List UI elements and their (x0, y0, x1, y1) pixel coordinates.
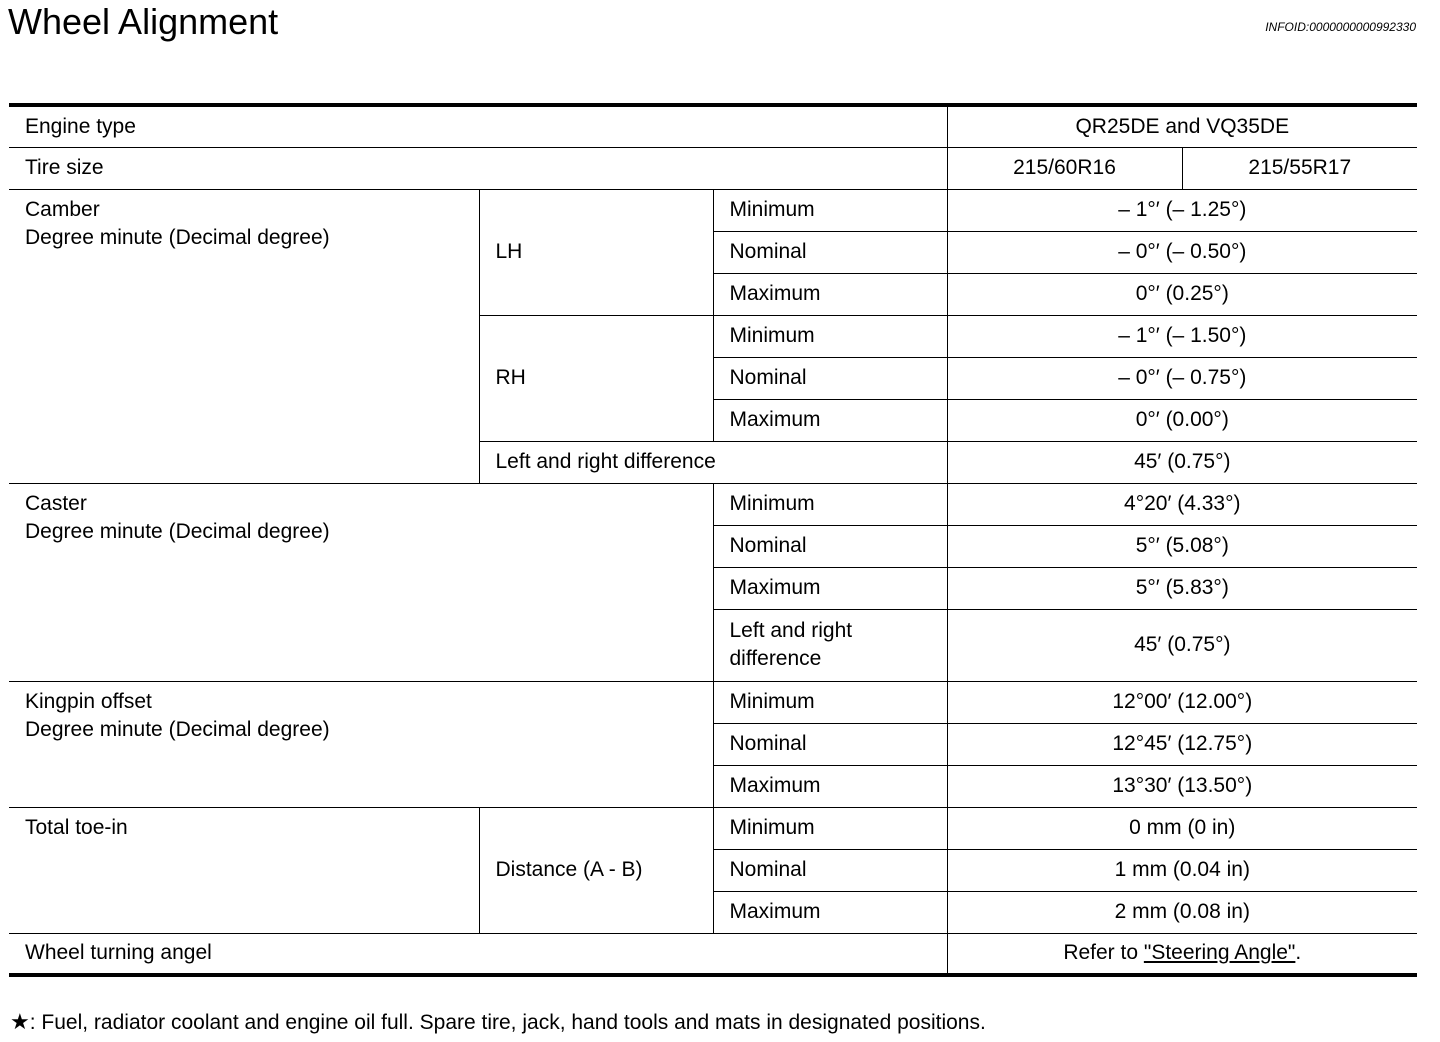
toe-min: 0 mm (0 in) (947, 807, 1417, 849)
camber-cell (9, 189, 479, 483)
camber-rh-min-label: Minimum (713, 315, 947, 357)
tire-size-label: Tire size (9, 147, 947, 189)
camber-lh-max-label: Maximum (713, 273, 947, 315)
table-row (9, 681, 1417, 723)
camber-rh-min: – 1°′ (– 1.50°) (947, 315, 1417, 357)
kingpin-max: 13°30′ (13.50°) (947, 765, 1417, 807)
footnote-text: : Fuel, radiator coolant and engine oil full. Spare tire, jack, hand tools and mats in designated positions. (29, 1011, 986, 1034)
caster-cell (9, 483, 713, 681)
caster-label: Caster (25, 491, 87, 515)
turning-refer-suffix: . (1295, 941, 1302, 965)
turning-label: Wheel turning angel (9, 933, 947, 975)
camber-label: Camber (25, 197, 100, 221)
camber-lh-max: 0°′ (0.25°) (947, 273, 1417, 315)
toe-distance-label: Distance (A - B) (479, 807, 713, 933)
camber-diff-label: Left and right difference (479, 441, 947, 483)
toe-max-label: Maximum (713, 891, 947, 933)
camber-rh-max-label: Maximum (713, 399, 947, 441)
table-row (9, 189, 1417, 231)
camber-lh-min: – 1°′ (– 1.25°) (947, 189, 1417, 231)
caster-max-label: Maximum (713, 567, 947, 609)
toe-max: 2 mm (0.08 in) (947, 891, 1417, 933)
caster-diff-label: Left and right difference (713, 609, 947, 681)
table-row (9, 105, 1417, 147)
caster-diff: 45′ (0.75°) (947, 609, 1417, 681)
caster-max: 5°′ (5.83°) (947, 567, 1417, 609)
info-id: INFOID:0000000000992330 (1265, 20, 1416, 34)
kingpin-max-label: Maximum (713, 765, 947, 807)
caster-min: 4°20′ (4.33°) (947, 483, 1417, 525)
camber-lh-nom-label: Nominal (713, 231, 947, 273)
camber-diff: 45′ (0.75°) (947, 441, 1417, 483)
camber-rh-nom: – 0°′ (– 0.75°) (947, 357, 1417, 399)
engine-type-value: QR25DE and VQ35DE (947, 105, 1417, 147)
table-row (9, 147, 1417, 189)
table-row (9, 933, 1417, 975)
camber-unit: Degree minute (Decimal degree) (25, 225, 330, 249)
engine-type-label: Engine type (9, 105, 947, 147)
turning-refer-prefix: Refer to (1063, 941, 1144, 965)
steering-angle-link[interactable]: "Steering Angle" (1143, 941, 1296, 965)
kingpin-nom: 12°45′ (12.75°) (947, 723, 1417, 765)
caster-min-label: Minimum (713, 483, 947, 525)
tire-size-2: 215/55R17 (1182, 147, 1417, 189)
toe-nom-label: Nominal (713, 849, 947, 891)
caster-nom: 5°′ (5.08°) (947, 525, 1417, 567)
tire-size-1: 215/60R16 (947, 147, 1182, 189)
camber-rh-label: RH (479, 315, 713, 441)
camber-rh-max: 0°′ (0.00°) (947, 399, 1417, 441)
camber-lh-nom: – 0°′ (– 0.50°) (947, 231, 1417, 273)
caster-nom-label: Nominal (713, 525, 947, 567)
star-icon: ★ (10, 1009, 30, 1034)
toe-nom: 1 mm (0.04 in) (947, 849, 1417, 891)
turning-value (947, 933, 1417, 975)
kingpin-min: 12°00′ (12.00°) (947, 681, 1417, 723)
toe-min-label: Minimum (713, 807, 947, 849)
page-title: Wheel Alignment (8, 1, 279, 42)
wheel-alignment-table (9, 103, 1417, 977)
kingpin-cell (9, 681, 713, 807)
toe-label: Total toe-in (9, 807, 479, 933)
kingpin-nom-label: Nominal (713, 723, 947, 765)
kingpin-label: Kingpin offset (25, 689, 152, 713)
camber-lh-label: LH (479, 189, 713, 315)
caster-unit: Degree minute (Decimal degree) (25, 519, 330, 543)
table-row (9, 807, 1417, 849)
footnote (10, 1008, 986, 1037)
camber-lh-min-label: Minimum (713, 189, 947, 231)
camber-rh-nom-label: Nominal (713, 357, 947, 399)
kingpin-unit: Degree minute (Decimal degree) (25, 717, 330, 741)
table-row (9, 483, 1417, 525)
kingpin-min-label: Minimum (713, 681, 947, 723)
